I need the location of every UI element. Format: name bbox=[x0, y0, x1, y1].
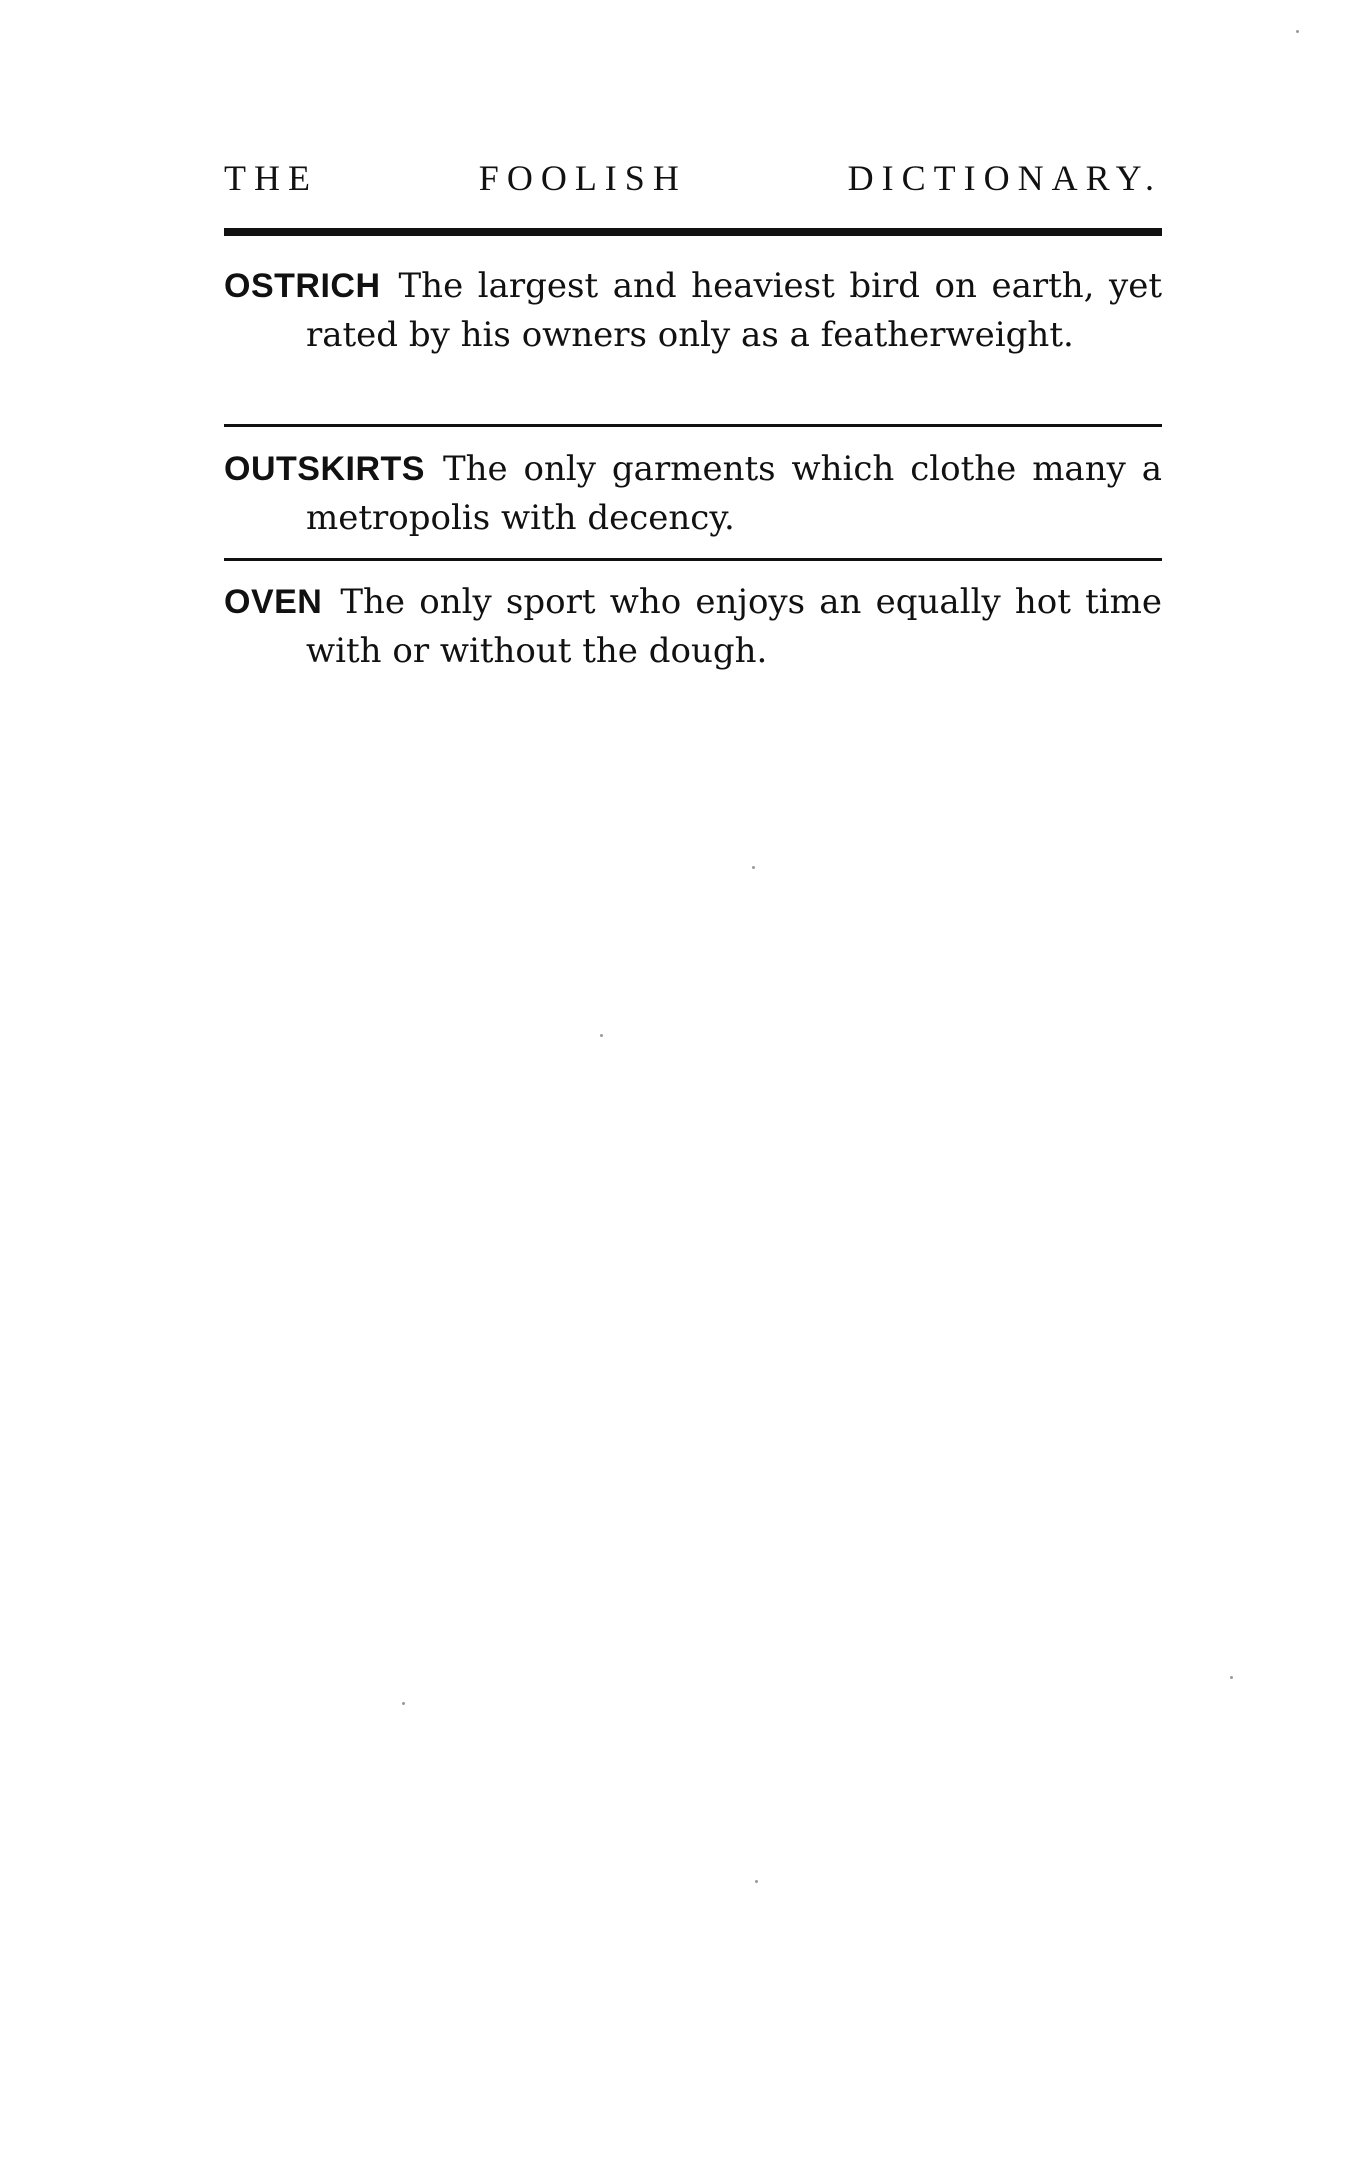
dictionary-entry-oven bbox=[224, 578, 1162, 676]
paper-speck bbox=[752, 866, 755, 869]
entry-definition: The largest and heaviest bird on earth, yet rated by his owners only as a featherweight. bbox=[306, 266, 1162, 355]
dictionary-entry-outskirts bbox=[224, 445, 1162, 543]
paper-speck bbox=[1296, 30, 1299, 33]
entry-divider bbox=[224, 424, 1162, 427]
paper-speck bbox=[600, 1034, 603, 1037]
entry-headword: OUTSKIRTS bbox=[224, 450, 425, 488]
entry-divider bbox=[224, 558, 1162, 561]
entry-definition: The only garments which clothe many a metropolis with decency. bbox=[306, 449, 1162, 538]
header-rule bbox=[224, 228, 1162, 236]
paper-speck bbox=[402, 1702, 405, 1705]
entry-headword: OVEN bbox=[224, 583, 323, 621]
paper-speck bbox=[1230, 1676, 1233, 1679]
dictionary-entry-ostrich bbox=[224, 262, 1162, 360]
paper-speck bbox=[755, 1880, 758, 1883]
entry-definition: The only sport who enjoys an equally hot time with or without the dough. bbox=[306, 582, 1162, 671]
entry-headword: OSTRICH bbox=[224, 267, 381, 305]
running-head: THE FOOLISH DICTIONARY. bbox=[224, 158, 1162, 198]
